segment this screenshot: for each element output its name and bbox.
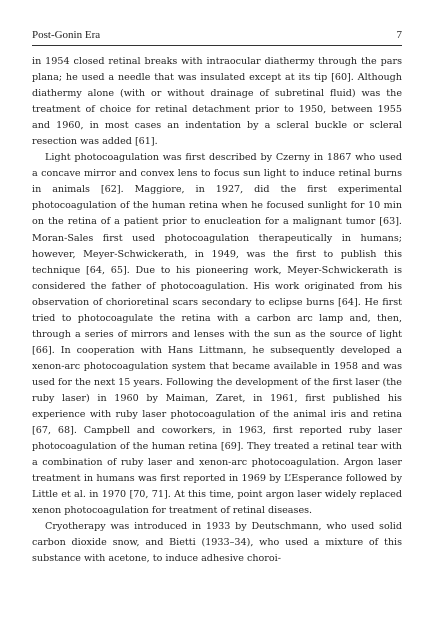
paragraph-photocoagulation: Light photocoagulation was first described by Czerny in 1867 who used a concave mirror and convex lens to focus sun light to induce retinal burns in animals [62]. Maggiore, in 1927, did the first experimental photocoagulation of the human retina when he focused sunlight for 10 min on the retina of a patient prior to enucleation for a malignant tumor [63]. Moran-Sales first used photocoagulation therapeutically in humans; however, Meyer-Schwickerath, in 1949, was the first to publish this technique [64, 65]. Due to his pioneering work, Meyer-Schwickerath is considered the father of photocoagulation. His work originated from his observation of chorioretinal scars secondary to eclipse burns [64]. He first tried to photocoagulate the retina with a carbon arc lamp and, then, through a series of mirrors and lenses with the sun as the source of light [66]. In cooperation with Hans Littmann, he subsequently developed a xenon-arc photocoagulation system that became available in 1958 and was used for the next 15 years. Following the development of the first laser (the ruby laser) in 1960 by Maiman, Zaret, in 1961, first published his experience with ruby laser photocoagulation of the animal iris and retina [67, 68]. Campbell and coworkers, in 1963, first reported ruby laser photocoagulation of the human retina [69]. They treated a retinal tear with a combination of ruby laser and xenon-arc photocoagulation. Argon laser treatment in humans was first reported in 1969 by L’Esperance followed by Little et al. in 1970 [70, 71]. At this time, point argon laser widely replaced xenon photocoagulation for treatment of retinal diseases. <box>32 152 402 517</box>
body-text <box>32 54 402 568</box>
paragraph-diathermy: in 1954 closed retinal breaks with intraocular diathermy through the pars plana; he used a needle that was insulated except at its tip [60]. Although diathermy alone (with or without drainage of subretinal fluid) was the treatment of choice for retinal detachment prior to 1950, between 1955 and 1960, in most cases an indentation by a scleral buckle or scleral resection was added [61]. <box>32 56 402 148</box>
running-head <box>32 28 402 46</box>
running-head-title: Post-Gonin Era <box>32 29 101 41</box>
page-number: 7 <box>396 29 402 41</box>
book-page <box>32 28 402 568</box>
paragraph-cryotherapy: Cryotherapy was introduced in 1933 by Deutschmann, who used solid carbon dioxide snow, and Bietti (1933–34), who used a mixture of this substance with acetone, to induce adhesive choroi- <box>32 521 402 565</box>
